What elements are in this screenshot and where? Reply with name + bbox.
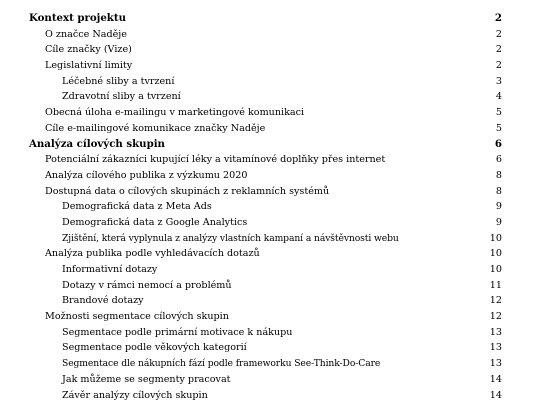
toc-entry[interactable] <box>0 262 539 278</box>
toc-entry[interactable] <box>0 11 539 27</box>
toc-entry-title: O značce Naděje <box>45 27 127 43</box>
toc-entry-title: Analýza cílového publika z výzkumu 2020 <box>45 168 247 184</box>
toc-entry-title: Demografická data z Meta Ads <box>62 199 212 215</box>
toc-entry-title: Legislativní limity <box>45 58 132 74</box>
toc-entry-title: Analýza publika podle vyhledávacích dotazů <box>45 246 260 262</box>
toc-entry-title: Cíle e-mailingové komunikace značky Naděje <box>45 121 265 137</box>
toc-entry[interactable] <box>0 215 539 231</box>
toc-entry-page: 11 <box>490 278 502 294</box>
toc-entry-title: Segmentace podle primární motivace k nákupu <box>62 325 292 341</box>
toc-entry[interactable] <box>0 356 539 372</box>
toc-entry-page: 2 <box>496 27 502 43</box>
toc-entry-title: Analýza cílových skupin <box>29 137 165 153</box>
toc-entry-title: Zjištění, která vyplynula z analýzy vlastních kampaní a návštěvnosti webu <box>62 231 399 247</box>
toc-entry-page: 14 <box>490 372 502 388</box>
toc-entry-page: 6 <box>496 152 502 168</box>
toc-entry-page: 14 <box>490 388 502 403</box>
toc-entry[interactable] <box>0 340 539 356</box>
toc-entry-page: 2 <box>496 58 502 74</box>
toc-entry-title: Kontext projektu <box>29 11 126 27</box>
toc-entry-page: 10 <box>490 246 502 262</box>
toc-entry-title: Segmentace podle věkových kategorií <box>62 340 247 356</box>
toc-entry-page: 3 <box>496 74 502 90</box>
toc-entry-title: Brandové dotazy <box>62 293 144 309</box>
toc-entry-page: 2 <box>495 11 502 27</box>
toc-entry-title: Informativní dotazy <box>62 262 157 278</box>
toc-entry-page: 4 <box>496 89 502 105</box>
toc-entry-page: 13 <box>490 340 502 356</box>
toc-entry-title: Léčebné sliby a tvrzení <box>62 74 174 90</box>
toc-entry[interactable] <box>0 58 539 74</box>
toc-entry[interactable] <box>0 105 539 121</box>
toc-entry-page: 9 <box>496 199 502 215</box>
toc-entry-page: 8 <box>496 184 502 200</box>
toc-entry[interactable] <box>0 372 539 388</box>
toc-entry-title: Obecná úloha e-mailingu v marketingové komunikaci <box>45 105 304 121</box>
toc-entry[interactable] <box>0 246 539 262</box>
toc-entry-page: 5 <box>496 105 502 121</box>
toc-entry[interactable] <box>0 199 539 215</box>
toc-entry-title: Závěr analýzy cílových skupin <box>62 388 208 403</box>
toc-entry[interactable] <box>0 152 539 168</box>
toc-entry-title: Možnosti segmentace cílových skupin <box>45 309 229 325</box>
toc-entry[interactable] <box>0 184 539 200</box>
toc-entry[interactable] <box>0 27 539 43</box>
toc-entry[interactable] <box>0 121 539 137</box>
toc-entry-page: 13 <box>490 356 502 372</box>
toc-entry[interactable] <box>0 74 539 90</box>
toc-entry-title: Dostupná data o cílových skupinách z reklamních systémů <box>45 184 329 200</box>
toc-entry-page: 9 <box>496 215 502 231</box>
toc-entry[interactable] <box>0 231 539 247</box>
toc-entry-page: 5 <box>496 121 502 137</box>
toc-entry-title: Segmentace dle nákupních fází podle frameworku See-Think-Do-Care <box>62 356 380 372</box>
toc-entry-page: 10 <box>490 262 502 278</box>
toc-entry-page: 6 <box>495 137 502 153</box>
toc-entry[interactable] <box>0 42 539 58</box>
toc-entry[interactable] <box>0 89 539 105</box>
toc-entry-page: 12 <box>490 309 502 325</box>
toc-entry-title: Potenciální zákazníci kupující léky a vitamínové doplňky přes internet <box>45 152 385 168</box>
toc-entry-title: Demografická data z Google Analytics <box>62 215 247 231</box>
toc-entry[interactable] <box>0 293 539 309</box>
toc-entry[interactable] <box>0 309 539 325</box>
toc-entry-page: 10 <box>490 231 502 247</box>
toc-entry-title: Zdravotní sliby a tvrzení <box>62 89 181 105</box>
toc-entry-title: Cíle značky (Vize) <box>45 42 132 58</box>
toc-entry-title: Jak můžeme se segmenty pracovat <box>62 372 231 388</box>
toc-entry-title: Dotazy v rámci nemocí a problémů <box>62 278 232 294</box>
toc-entry-page: 12 <box>490 293 502 309</box>
toc-entry-page: 2 <box>496 42 502 58</box>
toc-entry[interactable] <box>0 278 539 294</box>
toc-entry-page: 13 <box>490 325 502 341</box>
toc-entry-page: 8 <box>496 168 502 184</box>
toc-entry[interactable] <box>0 168 539 184</box>
toc-entry[interactable] <box>0 137 539 153</box>
toc-entry[interactable] <box>0 325 539 341</box>
toc-entry[interactable] <box>0 388 539 403</box>
